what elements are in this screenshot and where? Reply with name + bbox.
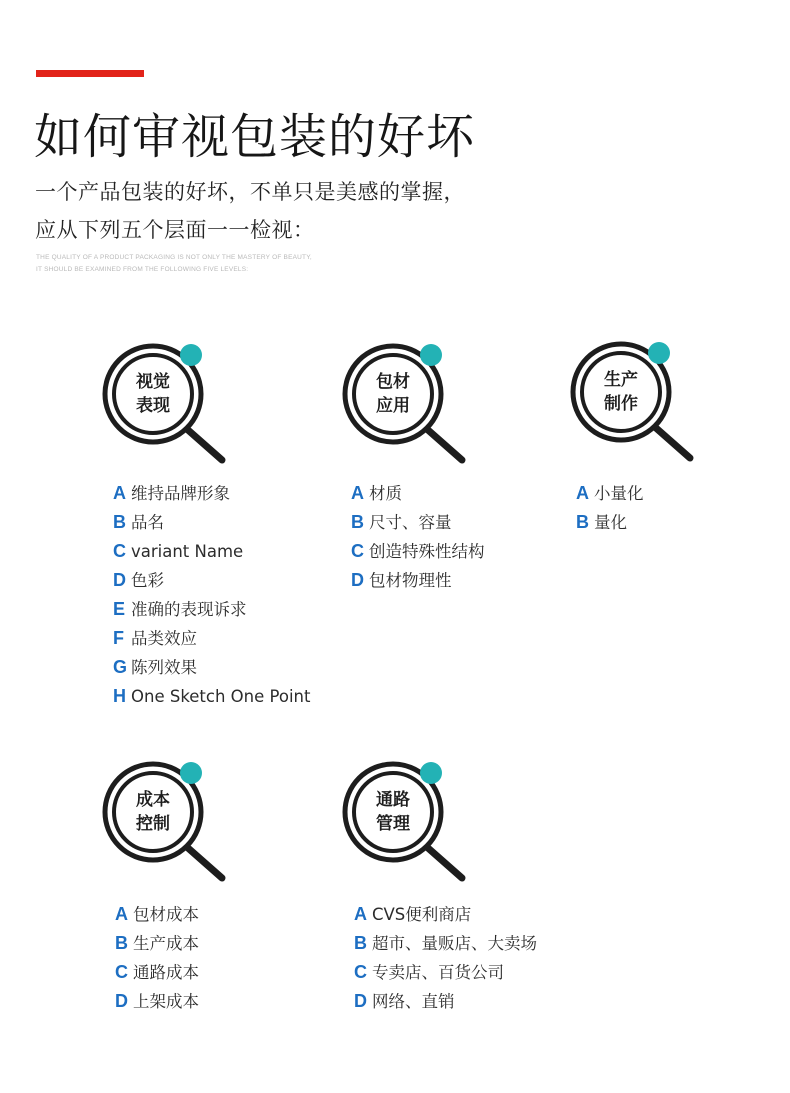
item-letter: B <box>576 512 589 532</box>
list-item <box>113 508 311 537</box>
subtitle-line-2: 应从下列五个层面一一检视： <box>35 218 315 242</box>
item-text: 网络、直销 <box>372 992 455 1011</box>
list-item <box>113 479 311 508</box>
list-item <box>354 900 537 929</box>
item-letter: B <box>113 512 126 532</box>
channel-criteria-list <box>354 900 537 1016</box>
item-text: 生产成本 <box>133 934 199 953</box>
list-item <box>113 566 311 595</box>
section-visual-icon <box>98 340 238 470</box>
list-item <box>115 958 199 987</box>
section-label-line-1: 通路 <box>376 790 410 810</box>
item-text: 专卖店、百货公司 <box>372 963 504 982</box>
item-letter: B <box>115 933 128 953</box>
page-title: 如何审视包装的好坏 <box>34 109 476 165</box>
item-text: 通路成本 <box>133 963 199 982</box>
visual-criteria-list <box>113 479 311 711</box>
item-text: 准确的表现诉求 <box>131 600 247 619</box>
list-item <box>351 508 485 537</box>
item-letter: E <box>113 599 126 619</box>
list-item <box>351 479 485 508</box>
cost-criteria-list <box>115 900 199 1016</box>
item-letter: C <box>115 962 128 982</box>
section-production-icon <box>566 338 706 468</box>
list-item <box>576 508 644 537</box>
item-text: 创造特殊性结构 <box>369 542 485 561</box>
section-label-line-2: 管理 <box>376 814 410 834</box>
item-letter: B <box>354 933 367 953</box>
list-item <box>354 929 537 958</box>
item-text: One Sketch One Point <box>131 687 311 706</box>
item-text: 陈列效果 <box>131 658 197 677</box>
item-letter: A <box>354 904 367 924</box>
list-item <box>113 595 311 624</box>
section-label-line-1: 包材 <box>376 372 410 392</box>
item-letter: A <box>576 483 589 503</box>
item-text: 维持品牌形象 <box>131 484 230 503</box>
item-letter: D <box>354 991 367 1011</box>
section-label-line-1: 视觉 <box>136 372 170 392</box>
list-item <box>115 929 199 958</box>
section-label-line-2: 控制 <box>136 814 170 834</box>
english-caption-line-2: IT SHOULD BE EXAMINED FROM THE FOLLOWING FIVE LEVELS: <box>36 266 249 273</box>
item-letter: H <box>113 686 126 706</box>
list-item <box>354 958 537 987</box>
accent-bar <box>36 70 144 77</box>
item-text: CVS便利商店 <box>372 905 472 924</box>
section-label-line-2: 制作 <box>604 394 638 414</box>
list-item <box>113 682 311 711</box>
item-letter: C <box>354 962 367 982</box>
list-item <box>576 479 644 508</box>
section-label-line-2: 应用 <box>376 396 410 416</box>
list-item <box>351 566 485 595</box>
list-item <box>113 624 311 653</box>
item-text: 包材成本 <box>133 905 199 924</box>
list-item <box>351 537 485 566</box>
item-letter: A <box>351 483 364 503</box>
item-text: 量化 <box>594 513 627 532</box>
list-item <box>113 653 311 682</box>
item-text: 材质 <box>369 484 402 503</box>
packaging-criteria-list <box>351 479 485 595</box>
item-letter: B <box>351 512 364 532</box>
section-cost-icon <box>98 758 238 888</box>
item-letter: C <box>351 541 364 561</box>
item-text: 品类效应 <box>131 629 197 648</box>
item-text: 包材物理性 <box>369 571 452 590</box>
list-item <box>115 900 199 929</box>
item-letter: D <box>351 570 364 590</box>
section-label-line-2: 表现 <box>136 396 170 416</box>
list-item <box>354 987 537 1016</box>
item-letter: A <box>113 483 126 503</box>
section-label-line-1: 成本 <box>136 790 170 810</box>
item-text: 小量化 <box>594 484 644 503</box>
list-item <box>113 537 311 566</box>
subtitle-line-1: 一个产品包装的好坏，不单只是美感的掌握， <box>35 180 465 204</box>
item-letter: D <box>115 991 128 1011</box>
item-text: 色彩 <box>131 571 164 590</box>
section-channel-icon <box>338 758 478 888</box>
item-text: 上架成本 <box>133 992 199 1011</box>
item-letter: F <box>113 628 124 648</box>
production-criteria-list <box>576 479 644 537</box>
item-text: variant Name <box>131 542 244 561</box>
section-label-line-1: 生产 <box>604 370 638 390</box>
item-letter: G <box>113 657 128 677</box>
item-letter: D <box>113 570 126 590</box>
item-letter: C <box>113 541 126 561</box>
item-text: 超市、量贩店、大卖场 <box>372 934 537 953</box>
english-caption-line-1: THE QUALITY OF A PRODUCT PACKAGING IS NOT ONLY THE MASTERY OF BEAUTY, <box>36 254 312 261</box>
item-text: 品名 <box>131 513 164 532</box>
item-text: 尺寸、容量 <box>369 513 452 532</box>
item-letter: A <box>115 904 128 924</box>
list-item <box>115 987 199 1016</box>
section-packaging-icon <box>338 340 478 470</box>
